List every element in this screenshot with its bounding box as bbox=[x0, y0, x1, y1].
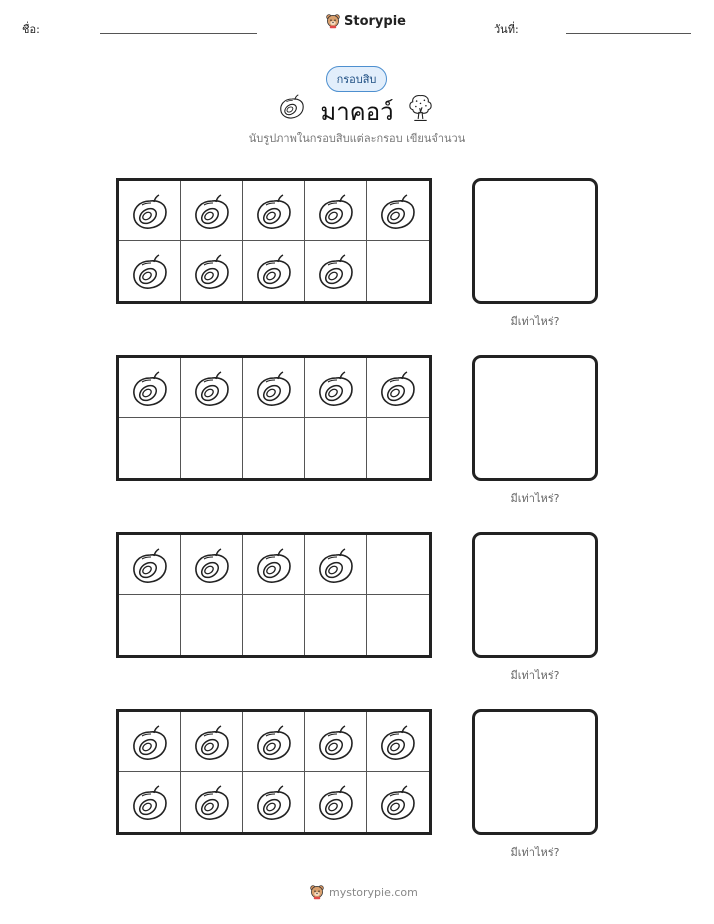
ten-frame-cell bbox=[305, 181, 367, 241]
bear-mascot-icon bbox=[325, 13, 341, 29]
question-label-3: มีเท่าไหร่? bbox=[510, 669, 560, 682]
ten-frame-cell bbox=[119, 358, 181, 418]
ten-frame-4 bbox=[116, 709, 432, 835]
ten-frame-cell bbox=[181, 358, 243, 418]
ten-frame-cell bbox=[367, 772, 429, 832]
ten-frame-3 bbox=[116, 532, 432, 658]
ten-frame-cell bbox=[305, 358, 367, 418]
plum-icon bbox=[378, 368, 418, 408]
worksheet-type-badge: กรอบสิบ bbox=[326, 66, 387, 92]
plum-icon bbox=[254, 782, 294, 822]
ten-frame-cell bbox=[119, 535, 181, 595]
plum-icon bbox=[378, 782, 418, 822]
answer-box-1[interactable] bbox=[472, 178, 598, 304]
ten-frame-2 bbox=[116, 355, 432, 481]
ten-frame-cell bbox=[181, 712, 243, 772]
ten-frame-cell bbox=[243, 418, 305, 478]
footer-url[interactable]: mystorypie.com bbox=[329, 885, 418, 899]
ten-frame-cell bbox=[367, 181, 429, 241]
plum-icon bbox=[192, 782, 232, 822]
plum-icon bbox=[254, 251, 294, 291]
instructions: นับรูปภาพในกรอบสิบแต่ละกรอบ เขียนจำนวน bbox=[248, 132, 466, 145]
ten-frame-cell bbox=[181, 241, 243, 301]
plum-icon bbox=[316, 191, 356, 231]
ten-frame-cell bbox=[119, 772, 181, 832]
ten-frame-cell bbox=[119, 241, 181, 301]
plum-icon bbox=[192, 191, 232, 231]
plum-icon bbox=[378, 722, 418, 762]
ten-frame-cell bbox=[243, 535, 305, 595]
date-line[interactable] bbox=[566, 33, 691, 34]
ten-frame-cell bbox=[119, 418, 181, 478]
plum-icon bbox=[254, 191, 294, 231]
plum-icon bbox=[192, 368, 232, 408]
ten-frame-cell bbox=[305, 712, 367, 772]
question-label-2: มีเท่าไหร่? bbox=[510, 492, 560, 505]
plum-icon bbox=[130, 722, 170, 762]
ten-frame-cell bbox=[119, 181, 181, 241]
plum-icon bbox=[316, 251, 356, 291]
plum-icon bbox=[130, 782, 170, 822]
plum-icon bbox=[316, 722, 356, 762]
plum-icon bbox=[130, 191, 170, 231]
ten-frame-cell bbox=[367, 241, 429, 301]
plum-icon bbox=[254, 722, 294, 762]
plum-icon bbox=[378, 191, 418, 231]
plum-icon bbox=[254, 545, 294, 585]
ten-frame-cell bbox=[243, 181, 305, 241]
plum-icon bbox=[192, 722, 232, 762]
ten-frame-cell bbox=[367, 358, 429, 418]
plum-icon bbox=[130, 368, 170, 408]
ten-frame-cell bbox=[243, 595, 305, 655]
ten-frame-cell bbox=[305, 772, 367, 832]
answer-box-3[interactable] bbox=[472, 532, 598, 658]
ten-frame-cell bbox=[305, 418, 367, 478]
plum-icon bbox=[130, 251, 170, 291]
brand-name: Storypie bbox=[344, 13, 406, 29]
ten-frame-cell bbox=[181, 595, 243, 655]
plum-icon bbox=[254, 368, 294, 408]
plum-icon bbox=[316, 782, 356, 822]
answer-box-2[interactable] bbox=[472, 355, 598, 481]
name-label: ชื่อ: bbox=[22, 23, 40, 36]
ten-frame-cell bbox=[181, 418, 243, 478]
ten-frame-1 bbox=[116, 178, 432, 304]
brand-logo bbox=[325, 13, 406, 29]
plum-icon bbox=[192, 545, 232, 585]
plum-icon bbox=[316, 545, 356, 585]
ten-frame-cell bbox=[243, 358, 305, 418]
ten-frame-cell bbox=[367, 418, 429, 478]
ten-frame-cell bbox=[181, 181, 243, 241]
ten-frame-cell bbox=[367, 595, 429, 655]
page-title: มาคอว์ bbox=[320, 98, 394, 126]
ten-frame-cell bbox=[181, 772, 243, 832]
question-label-1: มีเท่าไหร่? bbox=[510, 315, 560, 328]
date-label: วันที่: bbox=[494, 23, 519, 36]
ten-frame-cell bbox=[243, 772, 305, 832]
ten-frame-cell bbox=[243, 712, 305, 772]
bear-mascot-icon bbox=[309, 884, 325, 900]
name-line[interactable] bbox=[100, 33, 257, 34]
question-label-4: มีเท่าไหร่? bbox=[510, 846, 560, 859]
ten-frame-cell bbox=[305, 535, 367, 595]
ten-frame-cell bbox=[119, 712, 181, 772]
ten-frame-cell bbox=[367, 535, 429, 595]
footer bbox=[309, 884, 418, 900]
ten-frame-cell bbox=[243, 241, 305, 301]
ten-frame-cell bbox=[119, 595, 181, 655]
ten-frame-cell bbox=[181, 535, 243, 595]
ten-frame-cell bbox=[305, 241, 367, 301]
ten-frame-cell bbox=[367, 712, 429, 772]
tree-icon bbox=[405, 91, 436, 122]
plum-icon bbox=[130, 545, 170, 585]
plum-icon bbox=[316, 368, 356, 408]
ten-frame-cell bbox=[305, 595, 367, 655]
plum-icon bbox=[192, 251, 232, 291]
answer-box-4[interactable] bbox=[472, 709, 598, 835]
